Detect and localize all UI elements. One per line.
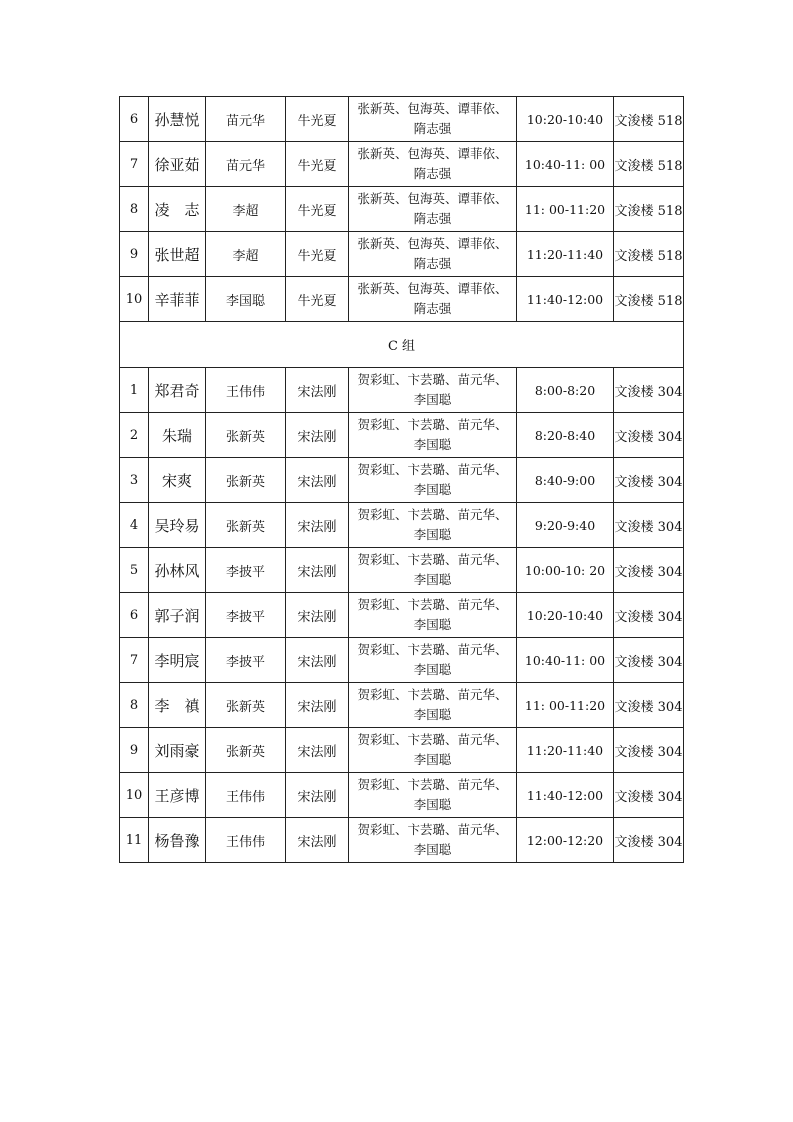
row-number: 6 [120,593,149,638]
committee-members-line-2: 李国聪 [413,662,452,677]
room: 文浚楼 304 [614,503,684,548]
defense-schedule-table [119,96,684,863]
room: 文浚楼 518 [614,97,684,142]
row-number: 10 [120,277,149,322]
committee-members-line-2: 李国聪 [413,842,452,857]
committee-chair: 宋法刚 [286,773,349,818]
table-row [120,683,684,728]
room: 文浚楼 304 [614,548,684,593]
committee-chair: 宋法刚 [286,683,349,728]
student-name: 王彦博 [149,773,206,818]
committee-members-line-2: 隋志强 [413,301,452,316]
student-name: 朱瑞 [149,413,206,458]
time-slot: 10:40-11: 00 [517,638,614,683]
committee-members [349,683,517,728]
row-number: 3 [120,458,149,503]
committee-members-line-2: 李国聪 [413,707,452,722]
committee-members-line-2: 隋志强 [413,121,452,136]
committee-members [349,593,517,638]
student-name: 孙林风 [149,548,206,593]
time-slot: 8:20-8:40 [517,413,614,458]
advisor-name: 王伟伟 [206,773,286,818]
committee-members-line-2: 隋志强 [413,211,452,226]
time-slot: 11:20-11:40 [517,728,614,773]
committee-chair: 宋法刚 [286,728,349,773]
table-row [120,142,684,187]
advisor-name: 李国聪 [206,277,286,322]
committee-chair: 牛光夏 [286,187,349,232]
time-slot: 10:40-11: 00 [517,142,614,187]
student-name: 郭子润 [149,593,206,638]
room: 文浚楼 304 [614,818,684,863]
time-slot: 11:20-11:40 [517,232,614,277]
time-slot: 11: 00-11:20 [517,683,614,728]
room: 文浚楼 304 [614,368,684,413]
group-header-row [120,322,684,368]
committee-members [349,773,517,818]
room: 文浚楼 304 [614,773,684,818]
advisor-name: 李披平 [206,593,286,638]
committee-chair: 宋法刚 [286,548,349,593]
row-number: 2 [120,413,149,458]
time-slot: 12:00-12:20 [517,818,614,863]
advisor-name: 李披平 [206,638,286,683]
table-row [120,773,684,818]
committee-chair: 宋法刚 [286,593,349,638]
table-body [120,97,684,863]
committee-chair: 牛光夏 [286,97,349,142]
committee-members-line-1: 张新英、包海英、谭菲依、 [357,146,508,161]
room: 文浚楼 304 [614,413,684,458]
table-row [120,413,684,458]
committee-members-line-1: 张新英、包海英、谭菲依、 [357,281,508,296]
committee-members [349,458,517,503]
table-row [120,638,684,683]
table-row [120,97,684,142]
time-slot: 11:40-12:00 [517,277,614,322]
student-name: 宋爽 [149,458,206,503]
committee-members-line-1: 贺彩虹、卞芸璐、苗元华、 [357,732,508,747]
table-row [120,548,684,593]
row-number: 10 [120,773,149,818]
table-row [120,458,684,503]
committee-members [349,413,517,458]
committee-members-line-1: 贺彩虹、卞芸璐、苗元华、 [357,372,508,387]
advisor-name: 苗元华 [206,142,286,187]
committee-members-line-2: 李国聪 [413,437,452,452]
committee-chair: 宋法刚 [286,503,349,548]
advisor-name: 苗元华 [206,97,286,142]
committee-members [349,818,517,863]
committee-members-line-2: 隋志强 [413,166,452,181]
committee-members-line-1: 贺彩虹、卞芸璐、苗元华、 [357,462,508,477]
row-number: 8 [120,187,149,232]
row-number: 6 [120,97,149,142]
committee-members-line-1: 贺彩虹、卞芸璐、苗元华、 [357,822,508,837]
committee-members-line-1: 张新英、包海英、谭菲依、 [357,191,508,206]
committee-members-line-1: 贺彩虹、卞芸璐、苗元华、 [357,687,508,702]
committee-members-line-1: 贺彩虹、卞芸璐、苗元华、 [357,507,508,522]
committee-members [349,368,517,413]
table-row [120,232,684,277]
committee-members-line-2: 李国聪 [413,617,452,632]
room: 文浚楼 304 [614,683,684,728]
time-slot: 8:40-9:00 [517,458,614,503]
student-name: 李 禛 [149,683,206,728]
committee-members-line-2: 李国聪 [413,482,452,497]
committee-chair: 宋法刚 [286,458,349,503]
committee-members-line-2: 李国聪 [413,752,452,767]
committee-chair: 宋法刚 [286,368,349,413]
committee-members-line-1: 张新英、包海英、谭菲依、 [357,236,508,251]
committee-members-line-1: 贺彩虹、卞芸璐、苗元华、 [357,777,508,792]
committee-chair: 牛光夏 [286,142,349,187]
committee-members [349,142,517,187]
committee-members [349,97,517,142]
advisor-name: 张新英 [206,503,286,548]
row-number: 8 [120,683,149,728]
committee-members [349,548,517,593]
committee-members [349,187,517,232]
committee-members-line-1: 贺彩虹、卞芸璐、苗元华、 [357,417,508,432]
student-name: 郑君奇 [149,368,206,413]
group-label: C 组 [120,322,684,368]
committee-members-line-2: 李国聪 [413,392,452,407]
time-slot: 8:00-8:20 [517,368,614,413]
advisor-name: 李超 [206,232,286,277]
committee-members-line-1: 贺彩虹、卞芸璐、苗元华、 [357,597,508,612]
room: 文浚楼 518 [614,187,684,232]
committee-chair: 牛光夏 [286,232,349,277]
advisor-name: 张新英 [206,683,286,728]
committee-chair: 宋法刚 [286,638,349,683]
room: 文浚楼 518 [614,142,684,187]
table-row [120,818,684,863]
row-number: 5 [120,548,149,593]
table-row [120,728,684,773]
committee-members-line-2: 李国聪 [413,572,452,587]
time-slot: 9:20-9:40 [517,503,614,548]
student-name: 李明宸 [149,638,206,683]
committee-chair: 牛光夏 [286,277,349,322]
advisor-name: 王伟伟 [206,818,286,863]
committee-members [349,232,517,277]
room: 文浚楼 304 [614,638,684,683]
row-number: 7 [120,638,149,683]
row-number: 11 [120,818,149,863]
time-slot: 10:00-10: 20 [517,548,614,593]
advisor-name: 李披平 [206,548,286,593]
advisor-name: 王伟伟 [206,368,286,413]
committee-members [349,638,517,683]
room: 文浚楼 304 [614,728,684,773]
row-number: 1 [120,368,149,413]
row-number: 9 [120,728,149,773]
student-name: 凌 志 [149,187,206,232]
row-number: 9 [120,232,149,277]
row-number: 7 [120,142,149,187]
student-name: 刘雨豪 [149,728,206,773]
advisor-name: 张新英 [206,728,286,773]
committee-members-line-2: 李国聪 [413,527,452,542]
table-row [120,187,684,232]
advisor-name: 李超 [206,187,286,232]
student-name: 杨鲁豫 [149,818,206,863]
student-name: 张世超 [149,232,206,277]
committee-members [349,277,517,322]
room: 文浚楼 518 [614,277,684,322]
advisor-name: 张新英 [206,458,286,503]
committee-members-line-1: 张新英、包海英、谭菲依、 [357,101,508,116]
room: 文浚楼 304 [614,458,684,503]
committee-members-line-2: 隋志强 [413,256,452,271]
committee-members-line-1: 贺彩虹、卞芸璐、苗元华、 [357,552,508,567]
advisor-name: 张新英 [206,413,286,458]
committee-members [349,503,517,548]
row-number: 4 [120,503,149,548]
committee-members [349,728,517,773]
time-slot: 10:20-10:40 [517,97,614,142]
time-slot: 11: 00-11:20 [517,187,614,232]
student-name: 吴玲易 [149,503,206,548]
committee-members-line-2: 李国聪 [413,797,452,812]
table-row [120,277,684,322]
table-row [120,368,684,413]
time-slot: 10:20-10:40 [517,593,614,638]
committee-chair: 宋法刚 [286,818,349,863]
room: 文浚楼 304 [614,593,684,638]
committee-members-line-1: 贺彩虹、卞芸璐、苗元华、 [357,642,508,657]
time-slot: 11:40-12:00 [517,773,614,818]
table-row [120,593,684,638]
student-name: 辛菲菲 [149,277,206,322]
student-name: 徐亚茹 [149,142,206,187]
room: 文浚楼 518 [614,232,684,277]
student-name: 孙慧悦 [149,97,206,142]
committee-chair: 宋法刚 [286,413,349,458]
table-row [120,503,684,548]
